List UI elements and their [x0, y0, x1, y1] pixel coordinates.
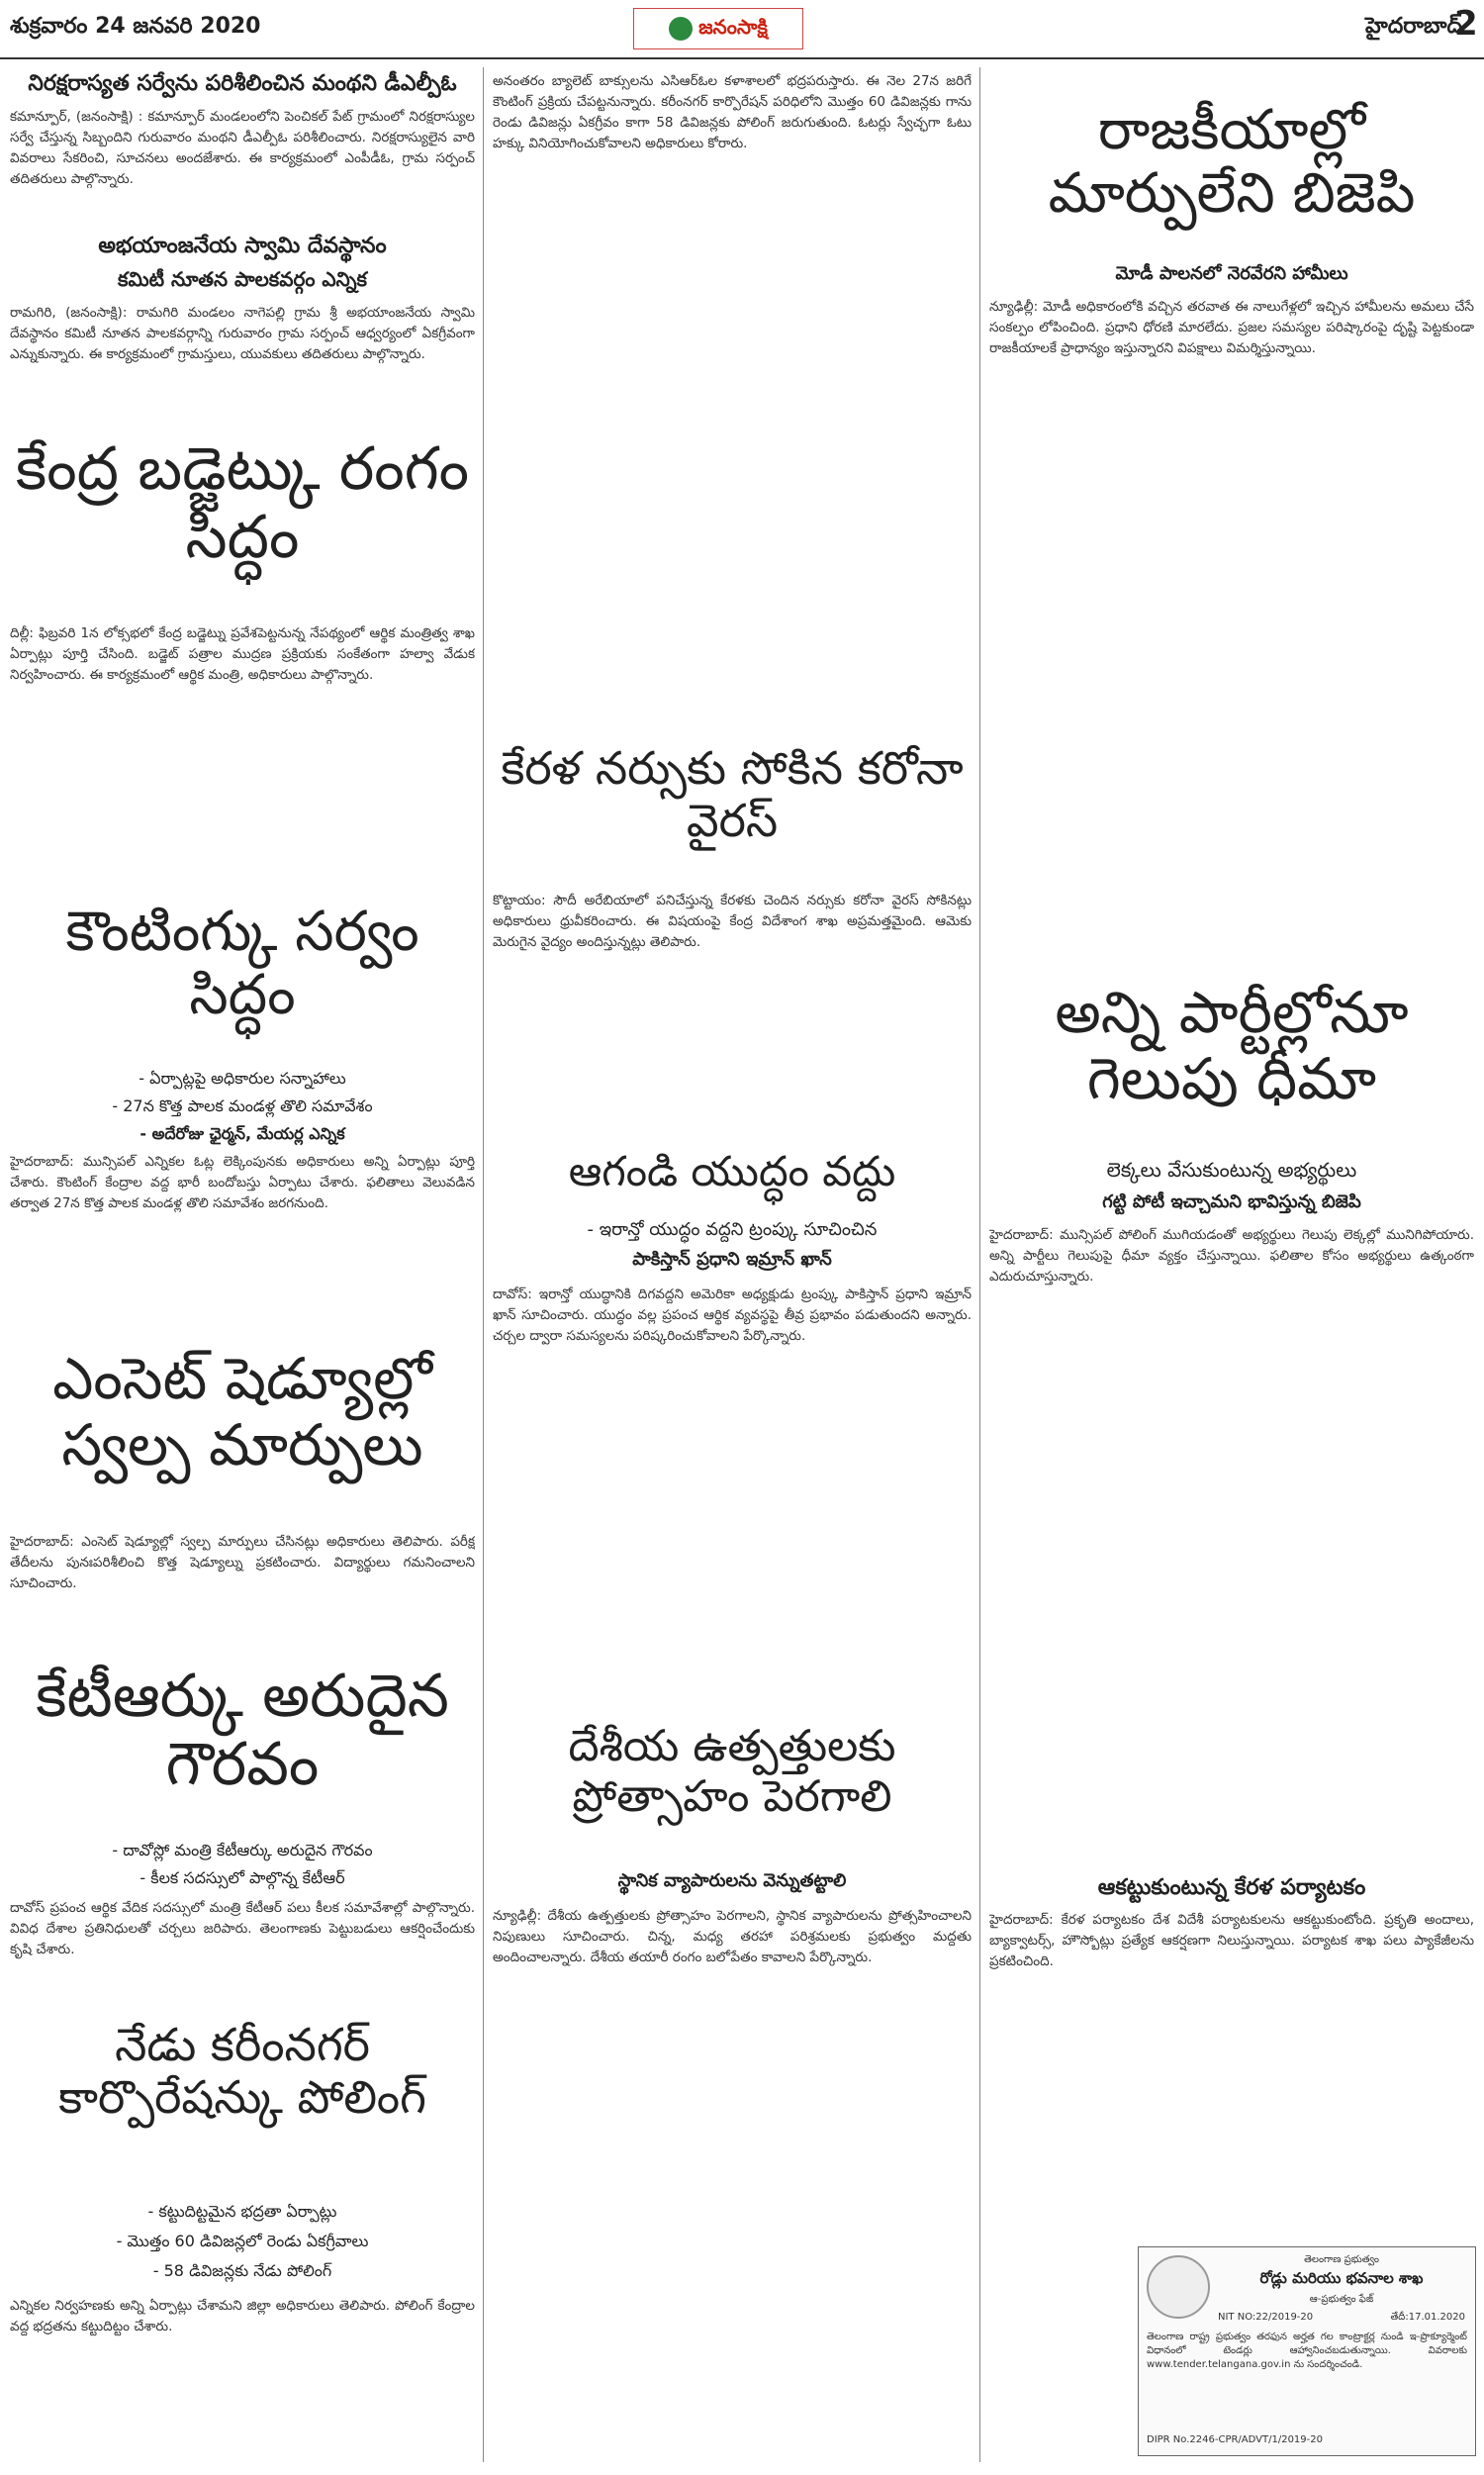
article-union-budget: దిల్లీ: ఫిబ్రవరి 1న లోక్సభలో కేంద్ర బడ్జెట్ను ప్రవేశపెట్టనున్న నేపథ్యంలో ఆర్థిక మంత్రిత్వ శాఖ ఏర్పాట్లు పూర్తి చేసింది. బడ్జెట్ పత్రాల ముద్రణ ప్రక్రియకు సంకేతంగా హల్వా వేడుక నిర్వహించారు. ఈ కార్యక్రమంలో ఆర్థిక మంత్రి, అధికారులు పాల్గొన్నారు. — [10, 625, 475, 683]
headline-winning-confidence: అన్ని పార్టీల్లోనూ గెలుపు ధీమా — [1055, 979, 1409, 1112]
logo-text: జనంసాక్షి — [698, 14, 768, 39]
ad-govt-header: తెలంగాణ ప్రభుత్వం — [1304, 2254, 1379, 2265]
headline-kerala-nurse-corona: కేరళ నర్సుకు సోకిన కరోనా వైరస్ — [501, 741, 964, 847]
headline-kerala-tourism: ఆకట్టుకుంటున్న కేరళ పర్యాటకం — [1097, 1875, 1366, 1900]
subhead-polling-3: - 58 డివిజన్లకు నేడు పోలింగ్ — [152, 2261, 332, 2280]
article-domestic-products: న్యూఢిల్లీ: దేశీయ ఉత్పత్తులకు ప్రోత్సాహం పెరగాలని, స్థానిక వ్యాపారులను ప్రోత్సహించాలని నిపుణులు సూచించారు. చిన్న, మధ్య తరహా పరిశ్రమలకు ప్రభుత్వం మద్దతు అందించాలన్నారు. దేశీయ తయారీ రంగం బలోపేతం కావాలని పేర్కొన్నారు. — [493, 1908, 972, 1965]
subhead-counting-2: - 27న కొత్త పాలక మండళ్ల తొలి సమావేశం — [112, 1096, 373, 1115]
ad-subtitle: ఆ-ప్రభుత్వం ఫేజ్ — [1309, 2294, 1374, 2305]
issue-date: శుక్రవారం 24 జనవరి 2020 — [10, 14, 261, 39]
subhead-counting-1: - ఏర్పాట్లపై అధికారుల సన్నాహాలు — [139, 1069, 346, 1088]
subhead-counting-3: - అదేరోజు ఛైర్మన్, మేయర్ల ఎన్నిక — [139, 1124, 345, 1143]
govt-emblem-icon — [1147, 2255, 1210, 2319]
article-counting-ready: హైదరాబాద్: మున్సిపల్ ఎన్నికల ఓట్ల లెక్కింపునకు అధికారులు అన్ని ఏర్పాట్లు పూర్తి చేశారు. కౌంటింగ్ కేంద్రాల వద్ద భారీ బందోబస్తు ఏర్పాటు చేశారు. ఫలితాలు వెలువడిన తర్వాత 27న కొత్త పాలక మండళ్ల తొలి సమావేశం జరగనుంది. — [10, 1154, 475, 1211]
article-literacy-survey: కమాన్పూర్, (జనంసాక్షి) : కమాన్పూర్ మండలంలోని పెంచికల్ పేట్ గ్రామంలో నిరక్షరాస్యుల సర్వే చేస్తున్న సిబ్బందిని గురువారం మంథని డీఎల్పీఓ పరిశీలించారు. నిరక్షరాస్యులైన వారి వివరాలు సేకరించి, సూచనలు అందజేశారు. ఈ కార్యక్రమంలో ఎంపీడీఓ, గ్రామ సర్పంచ్ తదితరులు పాల్గొన్నారు. — [10, 109, 475, 187]
headline-counting-ready: కౌంటింగ్కు సర్వం సిద్ధం — [65, 900, 419, 1028]
subhead-ktr-2: - కీలక సదస్సులో పాల్గొన్న కేటీఆర్ — [139, 1868, 345, 1887]
headline-stop-war: ఆగండి యుద్ధం వద్దు — [568, 1147, 896, 1195]
article-stop-war: దావోస్: ఇరాన్తో యుద్ధానికి దిగవద్దని అమెరికా అధ్యక్షుడు ట్రంప్కు పాకిస్తాన్ ప్రధాని ఇమ్రాన్ ఖాన్ సూచించారు. యుద్ధం వల్ల ప్రపంచ ఆర్థిక వ్యవస్థపై తీవ్ర ప్రభావం పడుతుందని అన్నారు. చర్చల ద్వారా సమస్యలను పరిష్కరించుకోవాలని పేర్కొన్నారు. — [493, 1286, 972, 1344]
article-bjp-politics: న్యూఢిల్లీ: మోడీ అధికారంలోకి వచ్చిన తరవాత ఈ నాలుగేళ్లలో ఇచ్చిన హామీలను అమలు చేసే సంకల్పం లోపించింది. ప్రధాని ధోరణి మారలేదు. ప్రజల సమస్యల పరిష్కారంపై దృష్టి పెట్టకుండా రాజకీయాలకే ప్రాధాన్యం ఇస్తున్నారని విపక్షాలు విమర్శిస్తున్నాయి. — [989, 299, 1474, 356]
govt-tender-advertisement — [1138, 2246, 1476, 2456]
header-divider — [0, 57, 1484, 59]
article-temple-committee: రామగిరి, (జనంసాక్షి): రామగిరి మండలం నాగెపల్లి గ్రామ శ్రీ అభయాంజనేయ స్వామి దేవస్థానం కమిటీ నూతన పాలకవర్గాన్ని గురువారం గ్రామ సర్పంచ్ ఆధ్వర్యంలో ఏకగ్రీవంగా ఎన్నుకున్నారు. ఈ కార్యక్రమంలో గ్రామస్తులు, యువకులు తదితరులు పాల్గొన్నారు. — [10, 305, 475, 362]
article-winning-confidence: హైదరాబాద్: మున్సిపల్ పోలింగ్ ముగియడంతో అభ్యర్థులు గెలుపు లెక్కల్లో మునిగిపోయారు. అన్ని పార్టీలు గెలుపుపై ధీమా వ్యక్తం చేస్తున్నాయి. ఫలితాల కోసం అభ్యర్థులు ఉత్కంఠగా ఎదురుచూస్తున్నారు. — [989, 1227, 1474, 1285]
subhead-polling-2: - మొత్తం 60 డివిజన్లలో రెండు ఏకగ్రీవాలు — [116, 2232, 369, 2250]
column-divider — [483, 67, 484, 2462]
article-eamcet-schedule: హైదరాబాద్: ఎంసెట్ షెడ్యూల్లో స్వల్ప మార్పులు చేసినట్లు అధికారులు తెలిపారు. పరీక్ష తేదీలను పునఃపరిశీలించి కొత్త షెడ్యూల్ను ప్రకటించారు. విద్యార్థులు గమనించాలని సూచించారు. — [10, 1534, 475, 1591]
logo-icon — [669, 17, 693, 41]
article-karimnagar-polling: ఎన్నికల నిర్వహణకు అన్ని ఏర్పాట్లు చేశామని జిల్లా అధికారులు తెలిపారు. పోలింగ్ కేంద్రాల వద్ద భద్రతను కట్టుదిట్టం చేశారు. — [10, 2298, 475, 2334]
article-kerala-tourism: హైదరాబాద్: కేరళ పర్యాటకం దేశ విదేశీ పర్యాటకులను ఆకట్టుకుంటోంది. ప్రకృతి అందాలు, బ్యాక్వాటర్స్, హౌస్బోట్లు ప్రత్యేక ఆకర్షణగా నిలుస్తున్నాయి. పర్యాటక శాఖ పలు ప్యాకేజీలను ప్రకటించింది. — [989, 1912, 1474, 1969]
subhead-stop-war-2: పాకిస్తాన్ ప్రధాని ఇమ్రాన్ ఖాన్ — [632, 1249, 832, 1270]
masthead — [0, 0, 1484, 59]
subhead-ktr-1: - దావోస్లో మంత్రి కేటీఆర్కు అరుదైన గౌరవం — [112, 1841, 373, 1859]
article-polling-continued: అనంతరం బ్యాలెట్ బాక్సులను ఎసిఆర్ఓల కళాశాలలో భద్రపరుస్తారు. ఈ నెల 27న జరిగే కౌంటింగ్ ప్రక్రియ చేపట్టనున్నారు. కరీంనగర్ కార్పొరేషన్ పరిధిలోని మొత్తం 60 డివిజన్లకు గాను రెండు డివిజన్లు ఏకగ్రీవం కాగా 58 డివిజన్లకు పోలింగ్ జరుగుతుంది. ఓటర్లు స్వేచ్ఛగా ఓటు హక్కు వినియోగించుకోవాలని అధికారులు కోరారు. — [493, 73, 972, 151]
subhead-bjp-politics: మోడీ పాలనలో నెరవేరని హామీలు — [1115, 263, 1348, 284]
ad-nit-number: NIT NO:22/2019-20 — [1218, 2312, 1314, 2323]
headline-eamcet-schedule: ఎంసెట్ షెడ్యూల్లో స్వల్ప మార్పులు — [52, 1345, 432, 1478]
headline-temple-committee: అభయాంజనేయ స్వామి దేవస్థానం — [98, 234, 387, 258]
subhead-winning-1: లెక్కలు వేసుకుంటున్న అభ్యర్థులు — [1106, 1158, 1357, 1182]
headline-literacy-survey: నిరక్షరాస్యత సర్వేను పరిశీలించిన మంథని డీఎల్పీఓ — [28, 71, 457, 96]
subhead-winning-2: గట్టి పోటీ ఇచ్చామని భావిస్తున్న బిజెపి — [1102, 1191, 1361, 1212]
newspaper-logo — [633, 8, 803, 49]
column-divider — [979, 67, 980, 2462]
subhead-stop-war-1: - ఇరాన్తో యుద్ధం వద్దని ట్రంప్కు సూచించిన — [587, 1219, 878, 1240]
headline-ktr-honour: కేటీఆర్కు అరుదైన గౌరవం — [36, 1662, 449, 1799]
ad-department-title: రోడ్లు మరియు భవనాల శాఖ — [1259, 2269, 1424, 2287]
edition-city: హైదరాబాద్ — [1365, 14, 1462, 39]
headline-karimnagar-polling: నేడు కరీంనగర్ కార్పొరేషన్కు పోలింగ్ — [58, 2018, 426, 2124]
article-ktr-honour: దావోస్ ప్రపంచ ఆర్థిక వేదిక సదస్సులో మంత్రి కేటీఆర్ పలు కీలక సమావేశాల్లో పాల్గొన్నారు. వివిధ దేశాల ప్రతినిధులతో చర్చలు జరిపారు. తెలంగాణకు పెట్టుబడులు ఆకర్షించేందుకు కృషి చేశారు. — [10, 1900, 475, 1957]
headline-union-budget: కేంద్ర బడ్జెట్కు రంగం సిద్ధం — [15, 434, 470, 572]
ad-footer: DIPR No.2246-CPR/ADVT/1/2019-20 — [1147, 2434, 1323, 2445]
subhead-polling-1: - కట్టుదిట్టమైన భద్రతా ఏర్పాట్లు — [147, 2202, 337, 2221]
subhead-temple-committee: కమిటీ నూతన పాలకవర్గం ఎన్నిక — [118, 267, 367, 291]
headline-bjp-politics: రాజకీయాల్లో మార్పులేని బిజెపి — [1048, 98, 1416, 227]
headline-domestic-products: దేశీయ ఉత్పత్తులకు ప్రోత్సాహం పెరగాలి — [568, 1721, 896, 1822]
ad-date: తేదీ:17.01.2020 — [1390, 2312, 1465, 2323]
page-number: 2 — [1454, 4, 1478, 44]
article-kerala-nurse-corona: కొట్టాయం: సౌదీ అరేబియాలో పనిచేస్తున్న కేరళకు చెందిన నర్సుకు కరోనా వైరస్ సోకినట్లు అధికారులు ధ్రువీకరించారు. ఈ విషయంపై కేంద్ర విదేశాంగ శాఖ అప్రమత్తమైంది. ఆమెకు మెరుగైన వైద్యం అందిస్తున్నట్లు తెలిపారు. — [493, 893, 972, 950]
ad-body: తెలంగాణ రాష్ట్ర ప్రభుత్వం తరఫున అర్హత గల కాంట్రాక్టర్ల నుండి ఇ-ప్రొక్యూర్మెంట్ విధానంలో టెండర్లు ఆహ్వానించబడుతున్నాయి. వివరాలకు www.tender.telangana.gov.in ను సందర్శించండి. — [1147, 2332, 1467, 2370]
subhead-domestic-products: స్థానిక వ్యాపారులను వెన్నుతట్టాలి — [617, 1870, 847, 1891]
